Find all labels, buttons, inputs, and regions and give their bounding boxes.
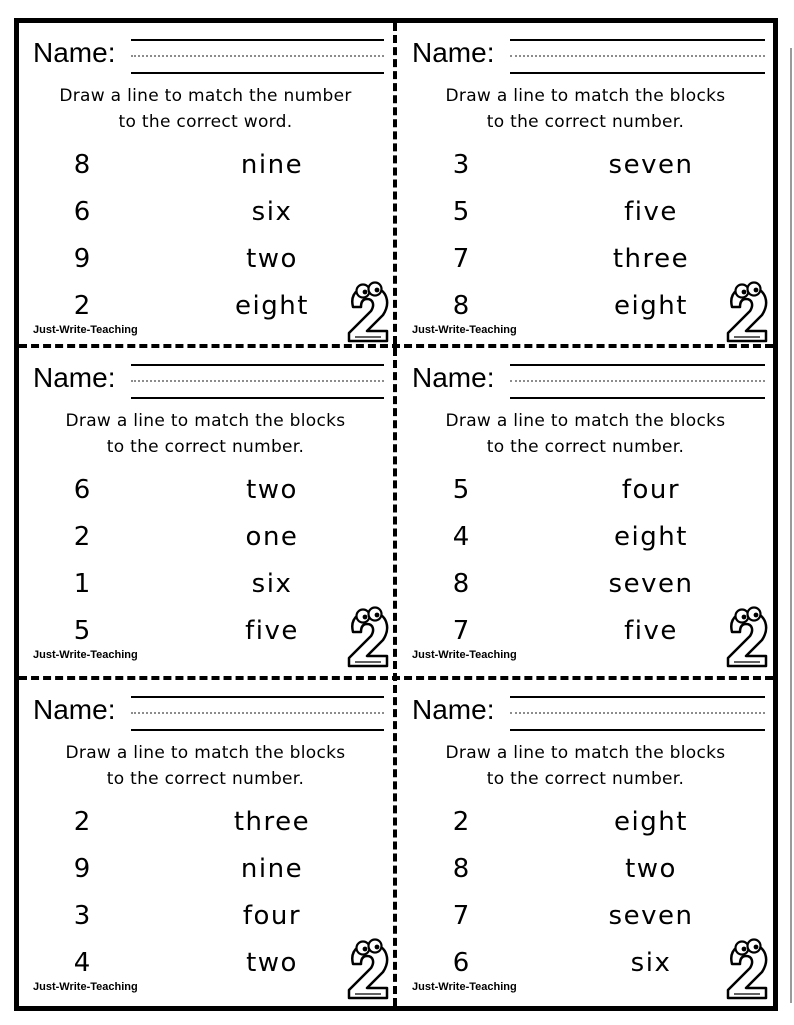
number-two-mascot-icon <box>720 277 772 344</box>
name-line-bottom <box>131 397 384 399</box>
instruction-line-1: Draw a line to match the blocks <box>445 411 726 431</box>
row-number[interactable]: 2 <box>73 522 91 552</box>
name-write-line[interactable] <box>131 380 384 382</box>
row-number[interactable]: 3 <box>452 150 470 180</box>
name-label: Name: <box>412 694 495 725</box>
match-card-2 <box>398 23 773 344</box>
row-word[interactable]: five <box>245 616 299 646</box>
row-number[interactable]: 4 <box>73 948 91 978</box>
match-row <box>398 802 773 842</box>
row-word[interactable]: two <box>246 244 298 274</box>
match-row <box>19 470 392 510</box>
name-label: Name: <box>33 694 116 725</box>
row-word[interactable]: seven <box>608 150 694 180</box>
match-row <box>19 239 392 279</box>
row-number[interactable]: 8 <box>73 150 91 180</box>
brand-credit: Just-Write-Teaching <box>412 649 517 661</box>
instruction-line-2: to the correct number. <box>106 437 305 457</box>
name-label: Name: <box>33 362 116 393</box>
match-row <box>19 611 392 651</box>
instruction-line-1: Draw a line to match the number <box>59 86 352 106</box>
row-number[interactable]: 9 <box>73 854 91 884</box>
match-row <box>398 849 773 889</box>
name-label: Name: <box>412 362 495 393</box>
row-word[interactable]: eight <box>235 291 309 321</box>
instructions <box>398 740 773 792</box>
instruction-line-2: to the correct number. <box>106 769 305 789</box>
name-write-line[interactable] <box>510 712 765 714</box>
instructions <box>398 83 773 135</box>
row-word[interactable]: two <box>246 475 298 505</box>
instruction-line-1: Draw a line to match the blocks <box>445 743 726 763</box>
match-row <box>398 564 773 604</box>
match-row <box>19 517 392 557</box>
instructions <box>19 83 392 135</box>
instruction-line-2: to the correct number. <box>486 437 685 457</box>
row-word[interactable]: six <box>251 569 293 599</box>
row-number[interactable]: 3 <box>73 901 91 931</box>
name-line-bottom <box>131 729 384 731</box>
row-number[interactable]: 2 <box>452 807 470 837</box>
match-row <box>19 849 392 889</box>
row-number[interactable]: 8 <box>452 569 470 599</box>
match-row <box>398 470 773 510</box>
row-word[interactable]: six <box>630 948 672 978</box>
row-number[interactable]: 7 <box>452 901 470 931</box>
row-number[interactable]: 6 <box>73 475 91 505</box>
match-row <box>19 192 392 232</box>
name-line-top <box>131 696 384 698</box>
row-number[interactable]: 8 <box>452 854 470 884</box>
row-word[interactable]: three <box>233 807 311 837</box>
instructions <box>19 740 392 792</box>
row-word[interactable]: four <box>621 475 681 505</box>
match-row <box>19 564 392 604</box>
instruction-line-2: to the correct number. <box>486 112 685 132</box>
name-write-line[interactable] <box>131 55 384 57</box>
row-number[interactable]: 8 <box>452 291 470 321</box>
row-word[interactable]: three <box>612 244 690 274</box>
name-write-line[interactable] <box>510 55 765 57</box>
match-row <box>398 896 773 936</box>
name-write-line[interactable] <box>131 712 384 714</box>
number-two-mascot-icon <box>720 934 772 1002</box>
row-number[interactable]: 7 <box>452 616 470 646</box>
row-number[interactable]: 5 <box>452 475 470 505</box>
brand-credit: Just-Write-Teaching <box>33 324 138 336</box>
instruction-line-1: Draw a line to match the blocks <box>65 743 346 763</box>
row-word[interactable]: four <box>242 901 302 931</box>
row-number[interactable]: 6 <box>452 948 470 978</box>
name-line-top <box>131 364 384 366</box>
instructions <box>19 408 392 460</box>
row-word[interactable]: six <box>251 197 293 227</box>
match-card-4 <box>398 348 773 676</box>
row-word[interactable]: eight <box>614 807 688 837</box>
name-line-top <box>510 696 765 698</box>
match-card-1 <box>19 23 392 344</box>
name-line-bottom <box>510 72 765 74</box>
instruction-line-2: to the correct word. <box>118 112 293 132</box>
match-card-6 <box>398 680 773 1006</box>
name-line-bottom <box>510 729 765 731</box>
match-card-5 <box>19 680 392 1006</box>
match-row <box>398 192 773 232</box>
number-two-mascot-icon <box>341 934 392 1002</box>
brand-credit: Just-Write-Teaching <box>412 324 517 336</box>
instruction-line-1: Draw a line to match the blocks <box>65 411 346 431</box>
row-word[interactable]: five <box>624 616 678 646</box>
row-word[interactable]: seven <box>608 569 694 599</box>
match-row <box>398 517 773 557</box>
row-number[interactable]: 5 <box>73 616 91 646</box>
name-line-top <box>131 39 384 41</box>
row-word[interactable]: nine <box>240 150 304 180</box>
row-number[interactable]: 7 <box>452 244 470 274</box>
match-row <box>398 611 773 651</box>
row-word[interactable]: seven <box>608 901 694 931</box>
brand-credit: Just-Write-Teaching <box>33 981 138 993</box>
row-number[interactable]: 4 <box>452 522 470 552</box>
brand-credit: Just-Write-Teaching <box>33 649 138 661</box>
match-row <box>398 943 773 983</box>
match-card-3 <box>19 348 392 676</box>
row-number[interactable]: 2 <box>73 291 91 321</box>
name-line-bottom <box>510 397 765 399</box>
vertical-cut-line <box>393 23 397 1006</box>
number-two-mascot-icon <box>720 602 772 670</box>
name-line-bottom <box>131 72 384 74</box>
row-word[interactable]: five <box>624 197 678 227</box>
row-number[interactable]: 5 <box>452 197 470 227</box>
instruction-line-1: Draw a line to match the blocks <box>445 86 726 106</box>
match-row <box>19 286 392 326</box>
match-row <box>19 145 392 185</box>
brand-credit: Just-Write-Teaching <box>412 981 517 993</box>
instructions <box>398 408 773 460</box>
row-word[interactable]: one <box>245 522 299 552</box>
row-number[interactable]: 2 <box>73 807 91 837</box>
match-row <box>398 286 773 326</box>
match-row <box>398 145 773 185</box>
row-number[interactable]: 9 <box>73 244 91 274</box>
name-line-top <box>510 364 765 366</box>
match-row <box>398 239 773 279</box>
number-two-mascot-icon <box>341 602 392 670</box>
row-word[interactable]: two <box>246 948 298 978</box>
instruction-line-2: to the correct number. <box>486 769 685 789</box>
match-row <box>19 943 392 983</box>
name-label: Name: <box>33 37 116 68</box>
row-word[interactable]: eight <box>614 522 688 552</box>
row-word[interactable]: two <box>625 854 677 884</box>
row-word[interactable]: nine <box>240 854 304 884</box>
name-write-line[interactable] <box>510 380 765 382</box>
name-label: Name: <box>412 37 495 68</box>
number-two-mascot-icon <box>341 277 392 344</box>
row-number[interactable]: 6 <box>73 197 91 227</box>
match-row <box>19 896 392 936</box>
row-number[interactable]: 1 <box>73 569 91 599</box>
name-line-top <box>510 39 765 41</box>
row-word[interactable]: eight <box>614 291 688 321</box>
right-edge-line <box>790 48 792 1003</box>
match-row <box>19 802 392 842</box>
